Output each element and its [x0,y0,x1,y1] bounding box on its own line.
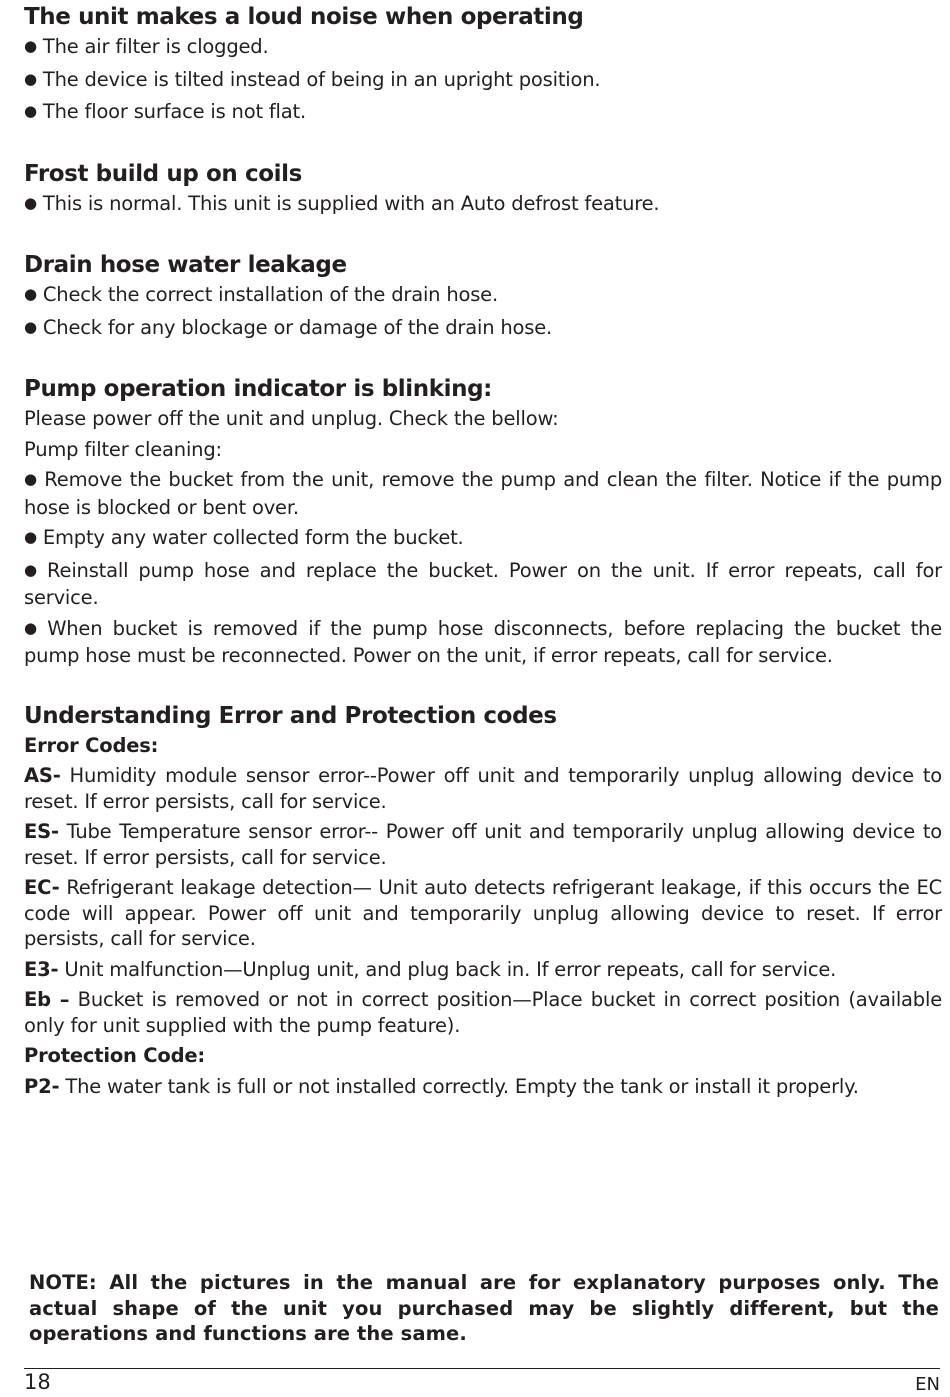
list-item: ● The floor surface is not flat. [24,99,942,127]
section-drain-leak [24,248,942,342]
list-item: ● Remove the bucket from the unit, remove the pump and clean the filter. Notice if the pump hose is blocked or bent over. [24,467,942,520]
error-code: AS- [24,764,61,787]
section-frost [24,157,942,219]
language-code: EN [915,1374,940,1395]
error-description: Refrigerant leakage detection— Unit auto detects refrigerant leakage, if this occurs the EC code will appear. Power off unit and temporarily unplug allowing device to reset. If error persists, call for service. [24,876,942,950]
list-item: ● The air filter is clogged. [24,34,942,62]
error-code: E3- [24,957,59,981]
error-description: Unit malfunction—Unplug unit, and plug back in. If error repeats, call for service. [58,957,837,981]
list-item: ● This is normal. This unit is supplied with an Auto defrost feature. [24,191,942,219]
section-heading: Understanding Error and Protection codes [24,702,557,729]
list-item: ● When bucket is removed if the pump hose disconnects, before replacing the bucket the pump hose must be reconnected. Power on the unit, if error repeats, call for service. [24,616,942,669]
footer-divider [24,1368,940,1369]
error-code-entry [24,875,942,952]
error-code-entry [24,987,942,1038]
page-number: 18 [24,1370,51,1394]
manual-page [24,0,942,1128]
error-description: Bucket is removed or not in correct position—Place bucket in correct position (available only for unit supplied with the pump feature). [24,988,942,1037]
protection-description: The water tank is full or not installed correctly. Empty the tank or install it properly. [59,1074,859,1098]
error-code-entry [24,957,942,983]
protection-code-entry [24,1074,942,1100]
error-code: Eb – [24,988,70,1011]
list-item: ● Reinstall pump hose and replace the bucket. Power on the unit. If error repeats, call for service. [24,558,942,611]
section-error-codes [24,699,942,1100]
section-heading: Pump operation indicator is blinking: [24,376,492,402]
list-item: ● Empty any water collected form the bucket. [24,525,942,553]
protection-code: P2- [24,1074,60,1098]
section-heading: Drain hose water leakage [24,252,347,278]
disclaimer-note: NOTE: All the pictures in the manual are for explanatory purposes only. The actual shape of the unit you purchased may be slightly different, but the operations and functions are the same. [29,1271,939,1345]
pump-subheading: Pump filter cleaning: [24,437,222,461]
error-code: EC- [24,876,60,899]
error-description: Humidity module sensor error--Power off unit and temporarily unplug allowing device to reset. If error persists, call for service. [24,764,942,813]
section-heading: The unit makes a loud noise when operating [24,4,584,30]
list-item: ● Check the correct installation of the drain hose. [24,282,942,310]
list-item: ● The device is tilted instead of being in an upright position. [24,67,942,95]
pump-intro: Please power off the unit and unplug. Check the bellow: [24,407,559,430]
error-description: Tube Temperature sensor error-- Power off unit and temporarily unplug allowing device to reset. If error persists, call for service. [24,820,942,869]
section-loud-noise [24,0,942,127]
section-pump-indicator [24,372,942,669]
error-codes-label: Error Codes: [24,733,159,757]
error-code-entry [24,819,942,870]
protection-code-label: Protection Code: [24,1044,205,1067]
section-heading: Frost build up on coils [24,160,302,187]
error-code-entry [24,763,942,814]
error-code: ES- [24,820,59,843]
list-item: ● Check for any blockage or damage of the drain hose. [24,315,942,343]
